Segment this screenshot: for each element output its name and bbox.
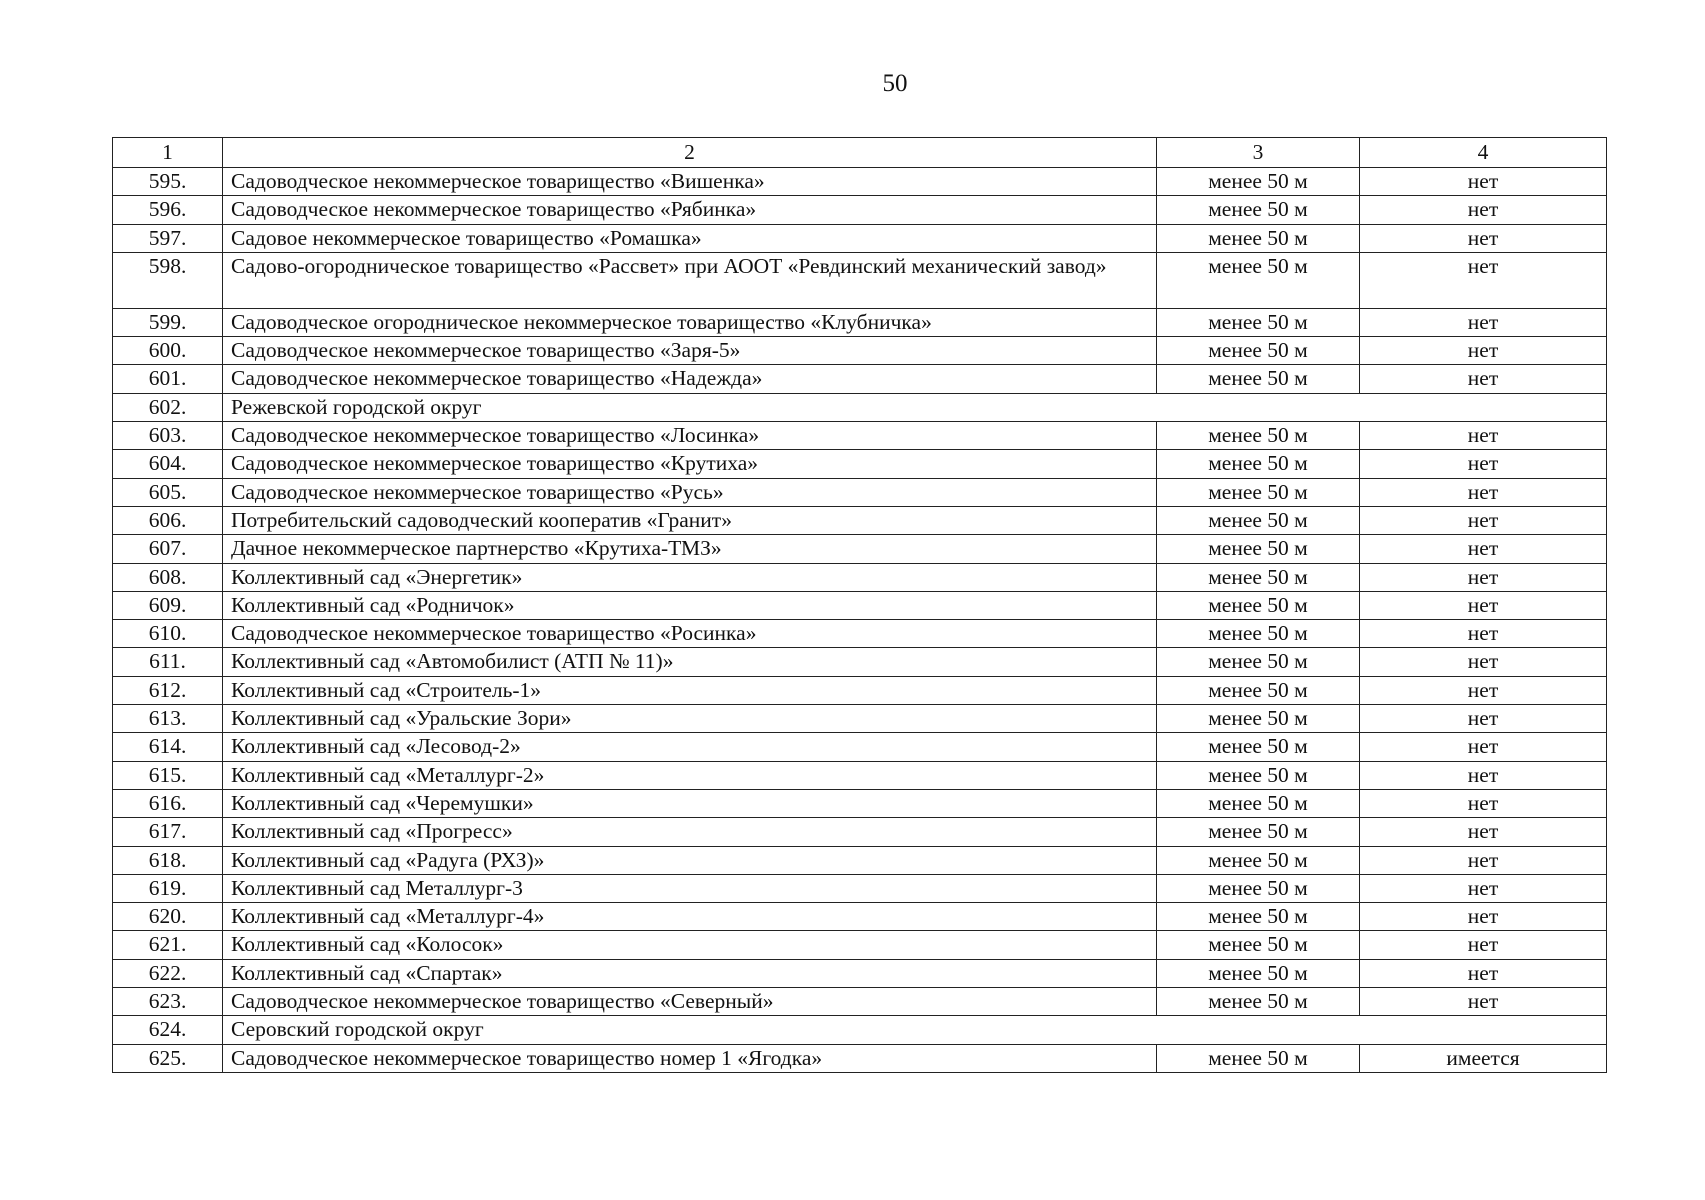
availability-cell: нет xyxy=(1360,591,1607,619)
distance-cell: менее 50 м xyxy=(1157,168,1360,196)
distance-cell: менее 50 м xyxy=(1157,308,1360,336)
table-row xyxy=(113,705,1607,733)
table-body xyxy=(113,168,1607,1073)
registry-table xyxy=(112,137,1607,1073)
distance-cell: менее 50 м xyxy=(1157,705,1360,733)
organization-name: Садоводческое некоммерческое товарищество «Вишенка» xyxy=(223,168,1157,196)
header-row xyxy=(113,138,1607,168)
organization-name: Садоводческое некоммерческое товарищество «Северный» xyxy=(223,988,1157,1016)
row-number: 623. xyxy=(113,988,223,1016)
distance-cell: менее 50 м xyxy=(1157,761,1360,789)
section-row xyxy=(113,1016,1607,1044)
availability-cell: нет xyxy=(1360,874,1607,902)
organization-name: Коллективный сад «Радуга (РХЗ)» xyxy=(223,846,1157,874)
availability-cell: нет xyxy=(1360,478,1607,506)
row-number: 598. xyxy=(113,252,223,308)
column-header-availability: 4 xyxy=(1360,138,1607,168)
row-number: 595. xyxy=(113,168,223,196)
organization-name: Садоводческое некоммерческое товарищество «Русь» xyxy=(223,478,1157,506)
availability-cell: нет xyxy=(1360,224,1607,252)
row-number: 604. xyxy=(113,450,223,478)
column-header-distance: 3 xyxy=(1157,138,1360,168)
row-number: 618. xyxy=(113,846,223,874)
row-number: 599. xyxy=(113,308,223,336)
organization-name: Садоводческое некоммерческое товарищество «Надежда» xyxy=(223,365,1157,393)
row-number: 607. xyxy=(113,535,223,563)
distance-cell: менее 50 м xyxy=(1157,450,1360,478)
organization-name: Коллективный сад «Строитель-1» xyxy=(223,676,1157,704)
availability-cell: нет xyxy=(1360,959,1607,987)
table-row xyxy=(113,648,1607,676)
table-row xyxy=(113,422,1607,450)
row-number: 612. xyxy=(113,676,223,704)
organization-name: Садоводческое некоммерческое товарищество «Росинка» xyxy=(223,620,1157,648)
table-row xyxy=(113,620,1607,648)
availability-cell: нет xyxy=(1360,818,1607,846)
row-number: 614. xyxy=(113,733,223,761)
row-number: 617. xyxy=(113,818,223,846)
distance-cell: менее 50 м xyxy=(1157,563,1360,591)
row-number: 602. xyxy=(113,393,223,421)
availability-cell: нет xyxy=(1360,789,1607,817)
row-number: 610. xyxy=(113,620,223,648)
table-row xyxy=(113,506,1607,534)
page-number: 50 xyxy=(882,70,908,97)
row-number: 625. xyxy=(113,1044,223,1072)
organization-name: Садовое некоммерческое товарищество «Ромашка» xyxy=(223,224,1157,252)
availability-cell: нет xyxy=(1360,676,1607,704)
availability-cell: нет xyxy=(1360,337,1607,365)
distance-cell: менее 50 м xyxy=(1157,422,1360,450)
table-row xyxy=(113,196,1607,224)
table-row xyxy=(113,789,1607,817)
availability-cell: нет xyxy=(1360,196,1607,224)
availability-cell: нет xyxy=(1360,846,1607,874)
table-row xyxy=(113,874,1607,902)
table-row xyxy=(113,846,1607,874)
row-number: 619. xyxy=(113,874,223,902)
table-row xyxy=(113,563,1607,591)
row-number: 603. xyxy=(113,422,223,450)
distance-cell: менее 50 м xyxy=(1157,733,1360,761)
organization-name: Коллективный сад «Энергетик» xyxy=(223,563,1157,591)
organization-name: Дачное некоммерческое партнерство «Крутиха-ТМЗ» xyxy=(223,535,1157,563)
distance-cell: менее 50 м xyxy=(1157,903,1360,931)
row-number: 613. xyxy=(113,705,223,733)
row-number: 624. xyxy=(113,1016,223,1044)
row-number: 601. xyxy=(113,365,223,393)
table-row xyxy=(113,168,1607,196)
table-row xyxy=(113,337,1607,365)
availability-cell: нет xyxy=(1360,648,1607,676)
availability-cell: нет xyxy=(1360,988,1607,1016)
distance-cell: менее 50 м xyxy=(1157,478,1360,506)
distance-cell: менее 50 м xyxy=(1157,506,1360,534)
table-row xyxy=(113,308,1607,336)
availability-cell: нет xyxy=(1360,422,1607,450)
availability-cell: нет xyxy=(1360,733,1607,761)
row-number: 615. xyxy=(113,761,223,789)
column-header-number: 1 xyxy=(113,138,223,168)
organization-name: Коллективный сад «Колосок» xyxy=(223,931,1157,959)
availability-cell: нет xyxy=(1360,535,1607,563)
availability-cell: нет xyxy=(1360,563,1607,591)
table-row xyxy=(113,591,1607,619)
availability-cell: нет xyxy=(1360,931,1607,959)
table-row xyxy=(113,450,1607,478)
organization-name: Садоводческое некоммерческое товарищество «Крутиха» xyxy=(223,450,1157,478)
row-number: 605. xyxy=(113,478,223,506)
availability-cell: нет xyxy=(1360,506,1607,534)
organization-name: Садоводческое некоммерческое товарищество номер 1 «Ягодка» xyxy=(223,1044,1157,1072)
distance-cell: менее 50 м xyxy=(1157,591,1360,619)
table-row xyxy=(113,818,1607,846)
organization-name: Коллективный сад «Лесовод-2» xyxy=(223,733,1157,761)
row-number: 606. xyxy=(113,506,223,534)
organization-name: Коллективный сад «Металлург-4» xyxy=(223,903,1157,931)
row-number: 600. xyxy=(113,337,223,365)
organization-name: Коллективный сад «Автомобилист (АТП № 11)» xyxy=(223,648,1157,676)
table-row xyxy=(113,761,1607,789)
organization-name: Коллективный сад «Черемушки» xyxy=(223,789,1157,817)
table-row xyxy=(113,478,1607,506)
table-row xyxy=(113,365,1607,393)
distance-cell: менее 50 м xyxy=(1157,620,1360,648)
organization-name: Коллективный сад «Прогресс» xyxy=(223,818,1157,846)
table-row xyxy=(113,224,1607,252)
organization-name: Коллективный сад «Родничок» xyxy=(223,591,1157,619)
organization-name: Потребительский садоводческий кооператив «Гранит» xyxy=(223,506,1157,534)
row-number: 611. xyxy=(113,648,223,676)
row-number: 609. xyxy=(113,591,223,619)
distance-cell: менее 50 м xyxy=(1157,846,1360,874)
row-number: 621. xyxy=(113,931,223,959)
section-row xyxy=(113,393,1607,421)
table-row xyxy=(113,988,1607,1016)
table-row xyxy=(113,535,1607,563)
row-number: 616. xyxy=(113,789,223,817)
distance-cell: менее 50 м xyxy=(1157,337,1360,365)
row-number: 597. xyxy=(113,224,223,252)
distance-cell: менее 50 м xyxy=(1157,252,1360,308)
organization-name: Коллективный сад Металлург-3 xyxy=(223,874,1157,902)
table-row xyxy=(113,1044,1607,1072)
availability-cell: нет xyxy=(1360,620,1607,648)
row-number: 622. xyxy=(113,959,223,987)
organization-name: Садоводческое некоммерческое товарищество «Лосинка» xyxy=(223,422,1157,450)
table-row xyxy=(113,959,1607,987)
distance-cell: менее 50 м xyxy=(1157,931,1360,959)
distance-cell: менее 50 м xyxy=(1157,959,1360,987)
distance-cell: менее 50 м xyxy=(1157,1044,1360,1072)
availability-cell: нет xyxy=(1360,308,1607,336)
column-header-name: 2 xyxy=(223,138,1157,168)
distance-cell: менее 50 м xyxy=(1157,224,1360,252)
organization-name: Садово-огородническое товарищество «Рассвет» при АООТ «Ревдинский механический завод» xyxy=(223,252,1157,308)
distance-cell: менее 50 м xyxy=(1157,676,1360,704)
organization-name: Садоводческое некоммерческое товарищество «Заря-5» xyxy=(223,337,1157,365)
availability-cell: нет xyxy=(1360,761,1607,789)
distance-cell: менее 50 м xyxy=(1157,988,1360,1016)
distance-cell: менее 50 м xyxy=(1157,818,1360,846)
organization-name: Садоводческое огородническое некоммерческое товарищество «Клубничка» xyxy=(223,308,1157,336)
availability-cell: нет xyxy=(1360,450,1607,478)
distance-cell: менее 50 м xyxy=(1157,874,1360,902)
availability-cell: имеется xyxy=(1360,1044,1607,1072)
availability-cell: нет xyxy=(1360,168,1607,196)
organization-name: Коллективный сад «Уральские Зори» xyxy=(223,705,1157,733)
table-row xyxy=(113,676,1607,704)
row-number: 608. xyxy=(113,563,223,591)
table-row xyxy=(113,903,1607,931)
distance-cell: менее 50 м xyxy=(1157,789,1360,817)
availability-cell: нет xyxy=(1360,365,1607,393)
availability-cell: нет xyxy=(1360,705,1607,733)
organization-name: Коллективный сад «Спартак» xyxy=(223,959,1157,987)
organization-name: Садоводческое некоммерческое товарищество «Рябинка» xyxy=(223,196,1157,224)
row-number: 620. xyxy=(113,903,223,931)
availability-cell: нет xyxy=(1360,903,1607,931)
organization-name: Коллективный сад «Металлург-2» xyxy=(223,761,1157,789)
table-row xyxy=(113,252,1607,308)
section-title: Режевской городской округ xyxy=(223,393,1607,421)
distance-cell: менее 50 м xyxy=(1157,648,1360,676)
distance-cell: менее 50 м xyxy=(1157,196,1360,224)
table-row xyxy=(113,931,1607,959)
row-number: 596. xyxy=(113,196,223,224)
distance-cell: менее 50 м xyxy=(1157,535,1360,563)
section-title: Серовский городской округ xyxy=(223,1016,1607,1044)
availability-cell: нет xyxy=(1360,252,1607,308)
distance-cell: менее 50 м xyxy=(1157,365,1360,393)
table-row xyxy=(113,733,1607,761)
